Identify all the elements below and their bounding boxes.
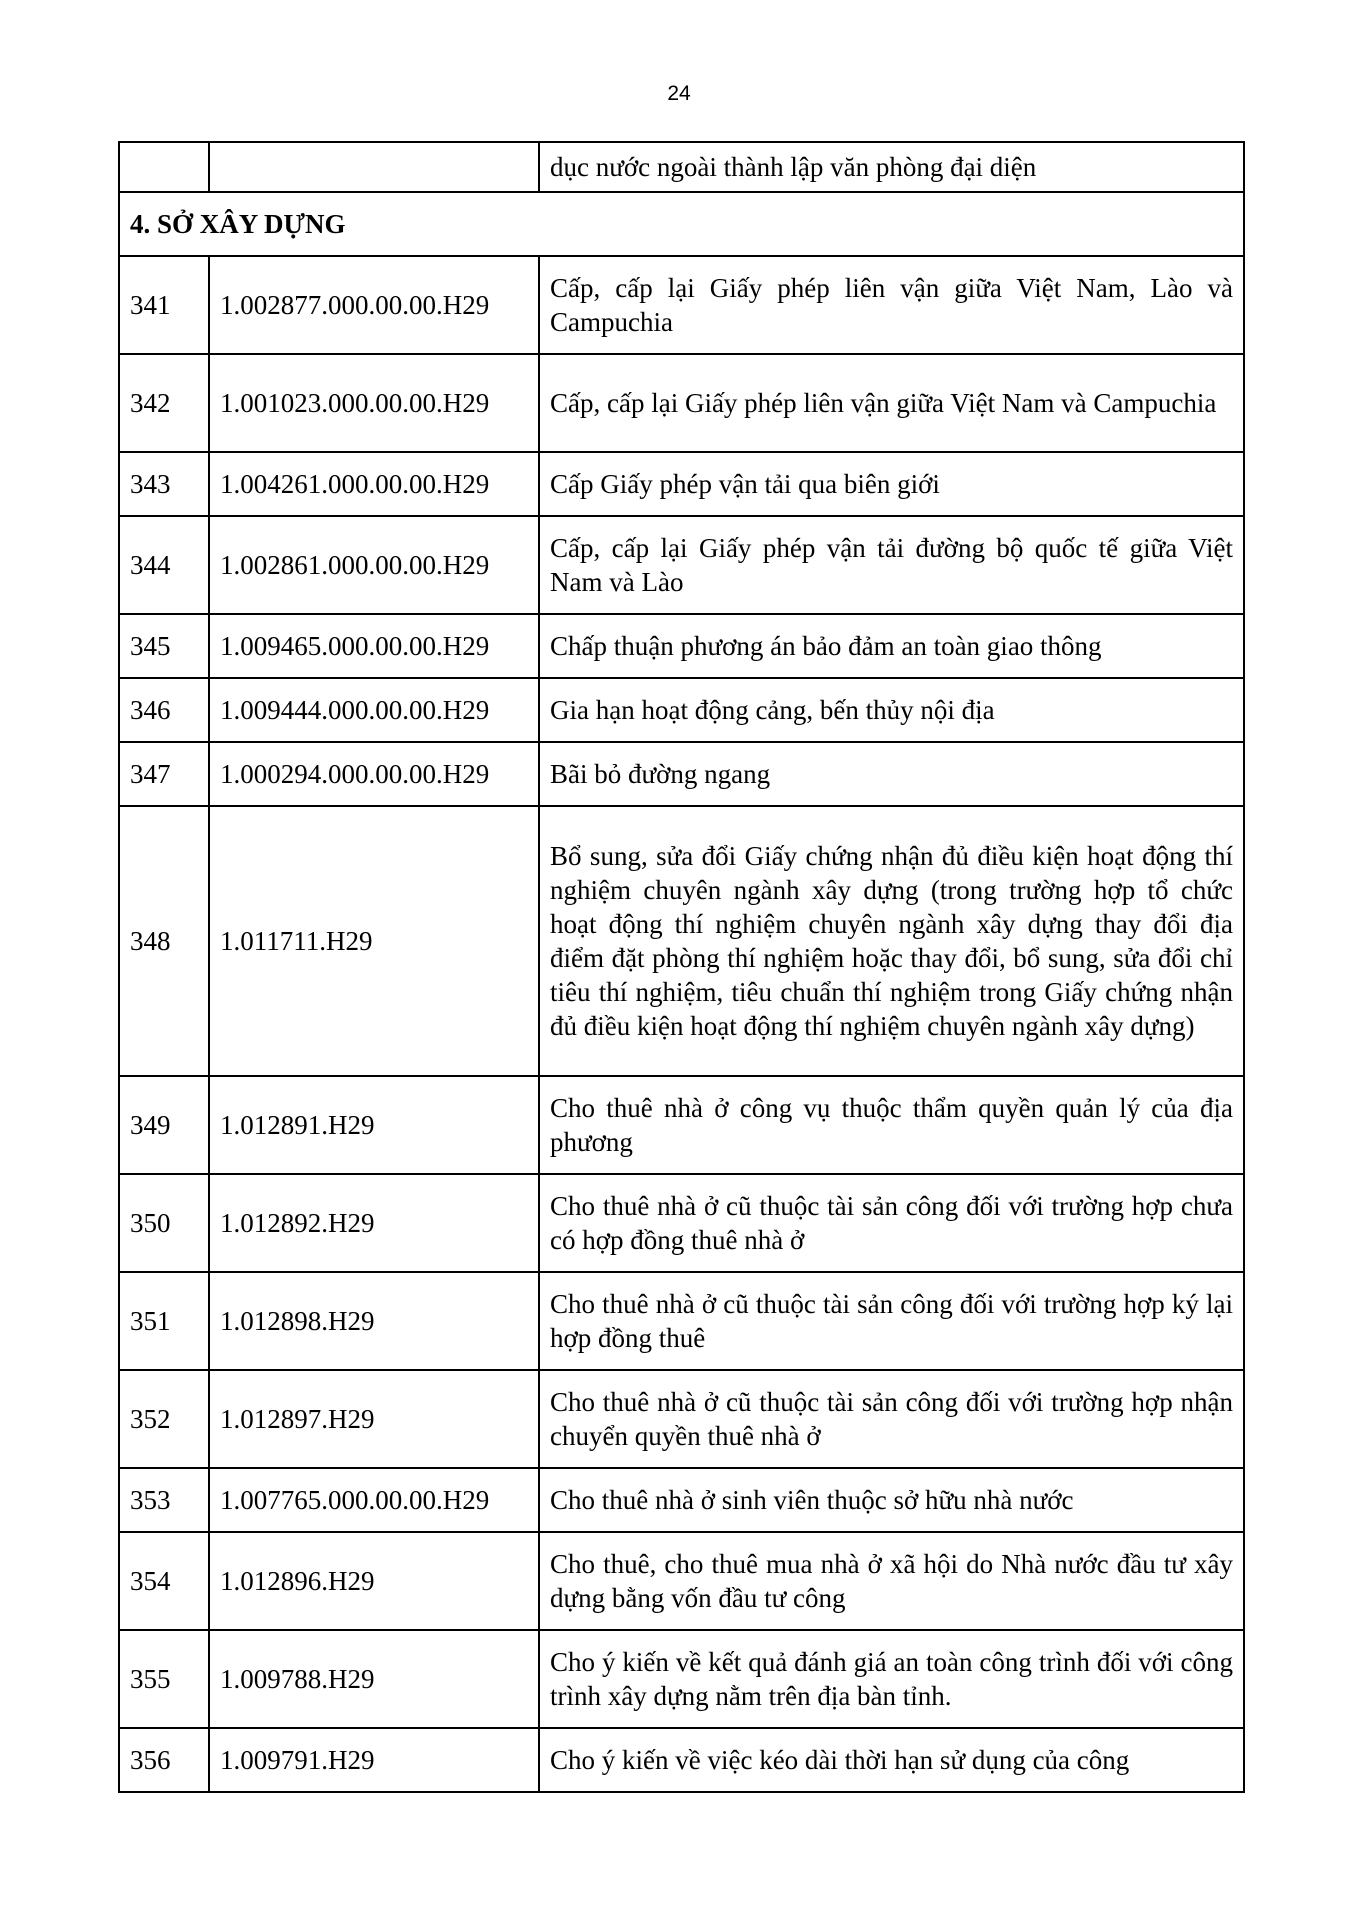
table-row bbox=[119, 806, 1244, 1076]
stt-cell: 356 bbox=[119, 1728, 209, 1792]
table-row bbox=[119, 1370, 1244, 1468]
code-cell: 1.002861.000.00.00.H29 bbox=[209, 516, 539, 614]
procedure-name-cell: Cho thuê nhà ở công vụ thuộc thẩm quyền quản lý của địa phương bbox=[539, 1076, 1244, 1174]
table-row bbox=[119, 614, 1244, 678]
procedure-name-cell: Cho thuê nhà ở cũ thuộc tài sản công đối với trường hợp chưa có hợp đồng thuê nhà ở bbox=[539, 1174, 1244, 1272]
table-row bbox=[119, 354, 1244, 452]
code-cell: 1.001023.000.00.00.H29 bbox=[209, 354, 539, 452]
stt-cell: 346 bbox=[119, 678, 209, 742]
table-row bbox=[119, 742, 1244, 806]
procedure-name-cell: Bổ sung, sửa đổi Giấy chứng nhận đủ điều kiện hoạt động thí nghiệm chuyên ngành xây dựng (trong trường hợp tổ chức hoạt động thí nghiệm chuyên ngành xây dựng thay đổi địa điểm đặt phòng thí nghiệm hoặc thay đổi, bổ sung, sửa đổi chỉ tiêu thí nghiệm, tiêu chuẩn thí nghiệm trong Giấy chứng nhận đủ điều kiện hoạt động thí nghiệm chuyên ngành xây dựng) bbox=[539, 806, 1244, 1076]
table-row bbox=[119, 1728, 1244, 1792]
procedure-name-cell: Cho thuê, cho thuê mua nhà ở xã hội do Nhà nước đầu tư xây dựng bằng vốn đầu tư công bbox=[539, 1532, 1244, 1630]
table-row bbox=[119, 1272, 1244, 1370]
stt-cell: 347 bbox=[119, 742, 209, 806]
table-row bbox=[119, 516, 1244, 614]
page-number: 24 bbox=[667, 82, 691, 105]
procedure-name-cell: Cho ý kiến về kết quả đánh giá an toàn công trình đối với công trình xây dựng nằm trên địa bàn tỉnh. bbox=[539, 1630, 1244, 1728]
stt-cell: 355 bbox=[119, 1630, 209, 1728]
code-cell: 1.011711.H29 bbox=[209, 806, 539, 1076]
table-row bbox=[119, 1076, 1244, 1174]
procedure-name-cell: Chấp thuận phương án bảo đảm an toàn giao thông bbox=[539, 614, 1244, 678]
code-cell: 1.012898.H29 bbox=[209, 1272, 539, 1370]
stt-cell: 341 bbox=[119, 256, 209, 354]
stt-cell: 342 bbox=[119, 354, 209, 452]
procedure-name-cell: dục nước ngoài thành lập văn phòng đại diện bbox=[539, 142, 1244, 192]
code-cell bbox=[209, 142, 539, 192]
code-cell: 1.012896.H29 bbox=[209, 1532, 539, 1630]
code-cell: 1.007765.000.00.00.H29 bbox=[209, 1468, 539, 1532]
table-row bbox=[119, 1468, 1244, 1532]
code-cell: 1.012897.H29 bbox=[209, 1370, 539, 1468]
stt-cell: 353 bbox=[119, 1468, 209, 1532]
procedure-name-cell: Cấp Giấy phép vận tải qua biên giới bbox=[539, 452, 1244, 516]
stt-cell: 352 bbox=[119, 1370, 209, 1468]
code-cell: 1.009444.000.00.00.H29 bbox=[209, 678, 539, 742]
procedure-name-cell: Cho thuê nhà ở cũ thuộc tài sản công đối với trường hợp nhận chuyển quyền thuê nhà ở bbox=[539, 1370, 1244, 1468]
stt-cell: 348 bbox=[119, 806, 209, 1076]
table-row bbox=[119, 452, 1244, 516]
procedure-name-cell: Bãi bỏ đường ngang bbox=[539, 742, 1244, 806]
code-cell: 1.012891.H29 bbox=[209, 1076, 539, 1174]
table-row bbox=[119, 1174, 1244, 1272]
procedure-name-cell: Cấp, cấp lại Giấy phép liên vận giữa Việt Nam và Campuchia bbox=[539, 354, 1244, 452]
code-cell: 1.004261.000.00.00.H29 bbox=[209, 452, 539, 516]
section-title: 4. SỞ XÂY DỰNG bbox=[119, 192, 1244, 256]
stt-cell: 343 bbox=[119, 452, 209, 516]
code-cell: 1.009791.H29 bbox=[209, 1728, 539, 1792]
stt-cell: 354 bbox=[119, 1532, 209, 1630]
stt-cell: 351 bbox=[119, 1272, 209, 1370]
table-row bbox=[119, 678, 1244, 742]
code-cell: 1.009788.H29 bbox=[209, 1630, 539, 1728]
procedure-name-cell: Cấp, cấp lại Giấy phép liên vận giữa Việt Nam, Lào và Campuchia bbox=[539, 256, 1244, 354]
table-row bbox=[119, 1630, 1244, 1728]
procedure-name-cell: Cho thuê nhà ở cũ thuộc tài sản công đối với trường hợp ký lại hợp đồng thuê bbox=[539, 1272, 1244, 1370]
code-cell: 1.002877.000.00.00.H29 bbox=[209, 256, 539, 354]
code-cell: 1.012892.H29 bbox=[209, 1174, 539, 1272]
section-header-row bbox=[119, 192, 1244, 256]
stt-cell: 344 bbox=[119, 516, 209, 614]
procedures-table bbox=[118, 141, 1245, 1793]
code-cell: 1.009465.000.00.00.H29 bbox=[209, 614, 539, 678]
procedure-name-cell: Gia hạn hoạt động cảng, bến thủy nội địa bbox=[539, 678, 1244, 742]
code-cell: 1.000294.000.00.00.H29 bbox=[209, 742, 539, 806]
procedure-name-cell: Cho thuê nhà ở sinh viên thuộc sở hữu nhà nước bbox=[539, 1468, 1244, 1532]
table-row-continued bbox=[119, 142, 1244, 192]
stt-cell: 345 bbox=[119, 614, 209, 678]
table-row bbox=[119, 1532, 1244, 1630]
procedure-name-cell: Cấp, cấp lại Giấy phép vận tải đường bộ quốc tế giữa Việt Nam và Lào bbox=[539, 516, 1244, 614]
stt-cell: 350 bbox=[119, 1174, 209, 1272]
stt-cell bbox=[119, 142, 209, 192]
stt-cell: 349 bbox=[119, 1076, 209, 1174]
table-row bbox=[119, 256, 1244, 354]
procedure-name-cell: Cho ý kiến về việc kéo dài thời hạn sử dụng của công bbox=[539, 1728, 1244, 1792]
